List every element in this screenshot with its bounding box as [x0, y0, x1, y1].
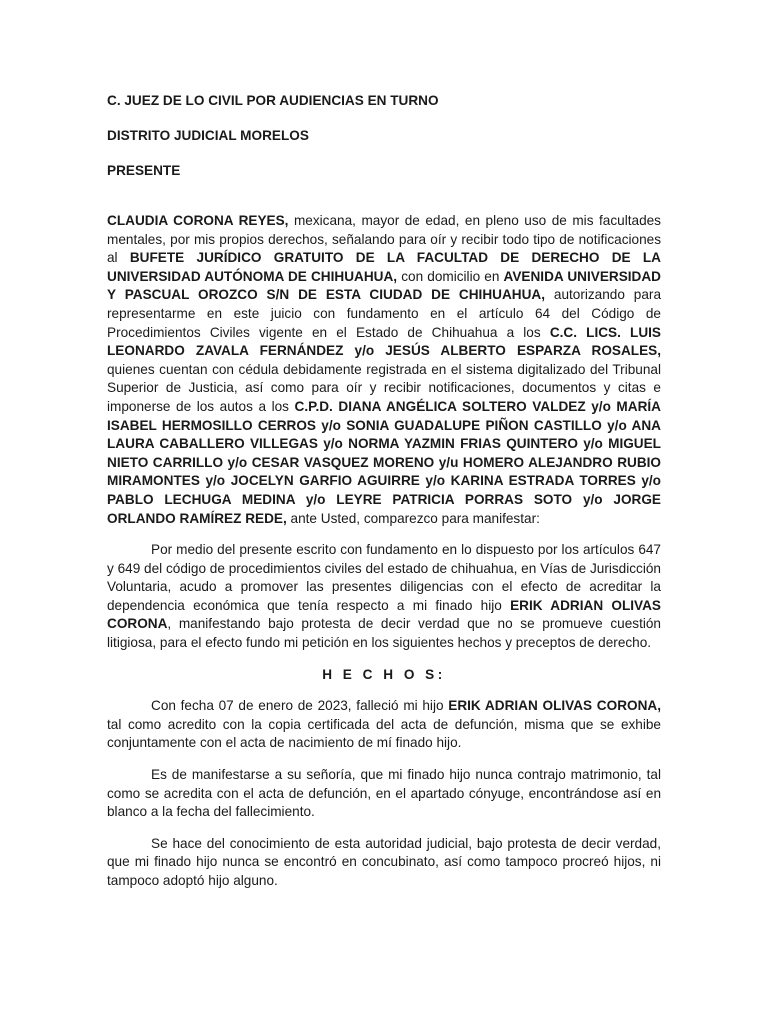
presente-line: PRESENTE: [107, 163, 181, 178]
hecho-3: Se hace del conocimiento de esta autoridad judicial, bajo protesta de decir verdad, que mi finado hijo nunca se encontró en concubinato, así como tampoco procreó hijos, ni tampoco adoptó hijo alguno.: [107, 835, 661, 888]
hechos-heading: H E C H O S:: [322, 666, 446, 682]
document-page: [107, 92, 661, 891]
petitioner-name: CLAUDIA CORONA REYES,: [107, 213, 289, 228]
lawyers-names: C.C. LICS. LUIS LEONARDO ZAVALA FERNÁNDEZ y/o JESÚS ALBERTO ESPARZA ROSALES,: [107, 324, 661, 359]
son-name-2: ERIK ADRIAN OLIVAS CORONA,: [448, 698, 661, 714]
petition-paragraph: Por medio del presente escrito con fundamento en lo dispuesto por los artículos 647 y 649 del código de procedimientos civiles del estado de chihuahua, en Vías de Jurisdicción Voluntaria, acudo a promover las presentes diligencias con el efecto de acreditar la dependencia económica que tenía respecto a mi finado hijo ERIK ADRIAN OLIVAS CORONA, manifestando bajo protesta de decir verdad que no se promueve cuestión litigiosa, para el efecto fundo mi petición en los siguientes hechos y preceptos de derecho.: [107, 542, 662, 651]
hecho-1: Con fecha 07 de enero de 2023, falleció mi hijo ERIK ADRIAN OLIVAS CORONA, tal como acredito con la copia certificada del acta de defunción, misma que se exhibe conjuntamente con el acta de nacimiento de mí finado hijo.: [107, 698, 661, 751]
district-line: DISTRITO JUDICIAL MORELOS: [107, 128, 309, 143]
intro-paragraph: CLAUDIA CORONA REYES, mexicana, mayor de edad, en pleno uso de mis facultades mentales, por mis propios derechos, señalando para oír y recibir todo tipo de notificaciones al BUFETE JURÍDICO GRATUITO DE LA FACULTAD DE DERECHO DE LA UNIVERSIDAD AUTÓNOMA DE CHIHUAHUA, con domicilio en AVENIDA UNIVERSIDAD Y PASCUAL OROZCO S/N DE ESTA CIUDAD DE CHIHUAHUA, autorizando para representarme en este juicio con fundamento en el artículo 64 del Código de Procedimientos Civiles vigente en el Estado de Chihuahua a los C.C. LICS. LUIS LEONARDO ZAVALA FERNÁNDEZ y/o JESÚS ALBERTO ESPARZA ROSALES, quienes cuentan con cédula debidamente registrada en el sistema digitalizado del Tribunal Superior de Justicia, así como para oír y recibir notificaciones, documentos y citas e imponerse de los autos a los C.P.D. DIANA ANGÉLICA SOLTERO VALDEZ y/o MARÍA ISABEL HERMOSILLO CERROS y/o SONIA GUADALUPE PIÑON CASTILLO y/o ANA LAURA CABALLERO VILLEGAS y/o NORMA YAZMIN FRIAS QUINTERO y/o MIGUEL NIETO CARRILLO y/o CESAR VASQUEZ MORENO y/u HOMERO ALEJANDRO RUBIO MIRAMONTES y/o JOCELYN GARFIO AGUIRRE y/o KARINA ESTRADA TORRES y/o PABLO LECHUGA MEDINA y/o LEYRE PATRICIA PORRAS SOTO y/o JORGE ORLANDO RAMÍREZ REDE, ante Usted, comparezco para manifestar:: [107, 213, 662, 526]
hecho-2: Es de manifestarse a su señoría, que mi finado hijo nunca contrajo matrimonio, tal como se acredita con el acta de defunción, en el apartado cónyuge, encontrándose así en blanco a la fecha del fallecimiento.: [107, 767, 661, 820]
addressee-line: C. JUEZ DE LO CIVIL POR AUDIENCIAS EN TURNO: [107, 93, 439, 108]
authorized-names: C.P.D. DIANA ANGÉLICA SOLTERO VALDEZ y/o MARÍA ISABEL HERMOSILLO CERROS y/o SONIA GUADALUPE PIÑON CASTILLO y/o ANA LAURA CABALLERO VILLEGAS y/o NORMA YAZMIN FRIAS QUINTERO y/o MIGUEL NIETO CARRILLO y/o CESAR VASQUEZ MORENO y/u HOMERO ALEJANDRO RUBIO MIRAMONTES y/o JOCELYN GARFIO AGUIRRE y/o KARINA ESTRADA TORRES y/o PABLO LECHUGA MEDINA y/o LEYRE PATRICIA PORRAS SOTO y/o JORGE ORLANDO RAMÍREZ REDE,: [107, 398, 661, 526]
son-name: ERIK ADRIAN OLIVAS CORONA: [107, 597, 662, 632]
bufete-name: BUFETE JURÍDICO GRATUITO DE LA FACULTAD DE DERECHO DE LA UNIVERSIDAD AUTÓNOMA DE CHIHUAHUA,: [107, 250, 661, 284]
address: AVENIDA UNIVERSIDAD Y PASCUAL OROZCO S/N DE ESTA CIUDAD DE CHIHUAHUA,: [107, 268, 662, 303]
